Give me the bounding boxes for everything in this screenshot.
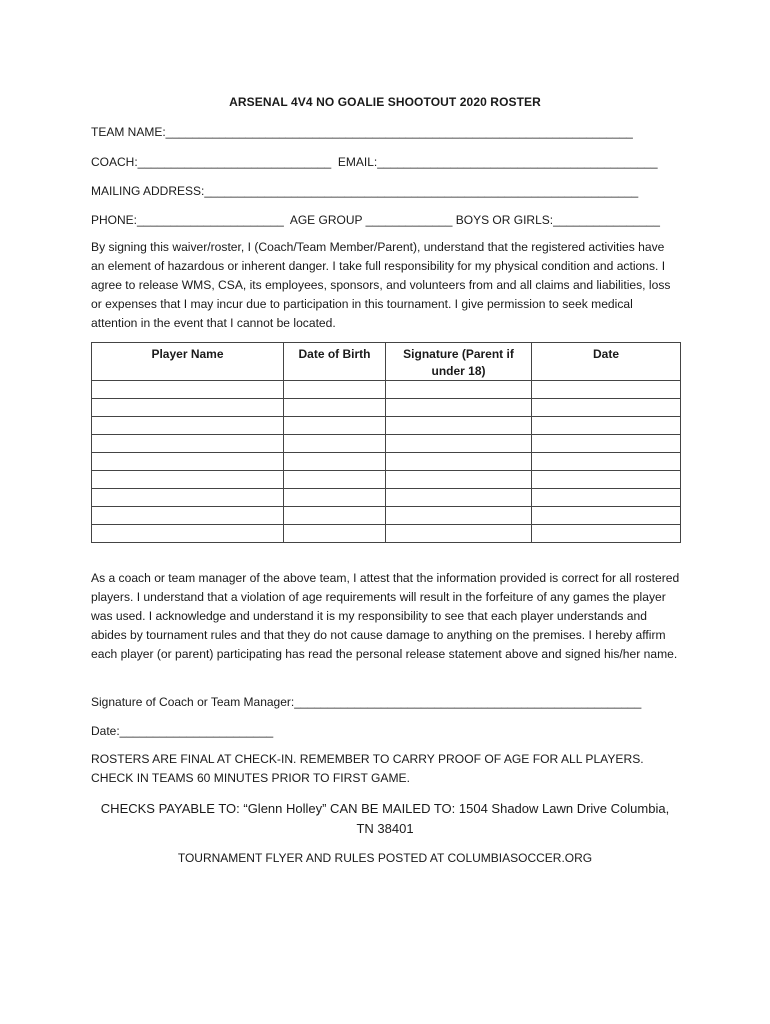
player-name-cell[interactable] [92,471,284,489]
signature-cell[interactable] [386,489,532,507]
date-cell[interactable] [532,525,681,543]
signature-cell[interactable] [386,507,532,525]
player-name-cell[interactable] [92,525,284,543]
phone-agegroup-gender-field[interactable]: PHONE:______________________ AGE GROUP _____________ BOYS OR GIRLS:________________ [91,213,660,227]
header-signature: Signature (Parent if under 18) [386,343,532,381]
header-date: Date [532,343,681,381]
player-name-cell[interactable] [92,489,284,507]
roster-table-header [92,343,681,381]
date-cell[interactable] [532,435,681,453]
checks-payable-line-1: CHECKS PAYABLE TO: “Glenn Holley” CAN BE MAILED TO: 1504 Shadow Lawn Drive Columbia, [100,801,670,816]
player-name-cell[interactable] [92,417,284,435]
date-of-birth-cell[interactable] [284,453,386,471]
date-of-birth-cell[interactable] [284,417,386,435]
signature-cell[interactable] [386,471,532,489]
team-name-field[interactable]: TEAM NAME:______________________________________________________________________ [91,125,633,139]
header-player-name: Player Name [92,343,284,381]
table-row [92,471,681,489]
table-row [92,525,681,543]
signature-cell[interactable] [386,381,532,399]
date-cell[interactable] [532,399,681,417]
signature-cell[interactable] [386,435,532,453]
coach-email-field[interactable]: COACH:_____________________________ EMAIL:__________________________________________ [91,155,658,169]
player-name-cell[interactable] [92,453,284,471]
signature-cell[interactable] [386,417,532,435]
date-cell[interactable] [532,381,681,399]
date-cell[interactable] [532,453,681,471]
player-name-cell[interactable] [92,381,284,399]
header-date-of-birth: Date of Birth [284,343,386,381]
player-name-cell[interactable] [92,435,284,453]
roster-table [91,342,681,543]
table-row [92,507,681,525]
player-name-cell[interactable] [92,399,284,417]
player-name-cell[interactable] [92,507,284,525]
date-of-birth-cell[interactable] [284,435,386,453]
date-of-birth-cell[interactable] [284,489,386,507]
table-row [92,489,681,507]
signature-cell[interactable] [386,453,532,471]
page-title: ARSENAL 4V4 NO GOALIE SHOOTOUT 2020 ROSTER [229,95,541,109]
date-of-birth-cell[interactable] [284,525,386,543]
table-row [92,399,681,417]
waiver-paragraph: By signing this waiver/roster, I (Coach/Team Member/Parent), understand that the registered activities have an element of hazardous or inherent danger. I take full responsibility for my physical condition and actions. I agree to release WMS, CSA, its employees, sponsors, and volunteers from and all claims and liabilities, loss or expenses that I may incur due to participation in this tournament. I give permission to seek medical attention in the event that I cannot be located. [91,240,671,330]
tournament-flyer-note: TOURNAMENT FLYER AND RULES POSTED AT COLUMBIASOCCER.ORG [177,851,593,865]
date-of-birth-cell[interactable] [284,399,386,417]
date-of-birth-cell[interactable] [284,471,386,489]
checks-payable-line-2: TN 38401 [356,821,414,836]
table-row [92,417,681,435]
date-cell[interactable] [532,417,681,435]
date-of-birth-cell[interactable] [284,381,386,399]
mailing-address-field[interactable]: MAILING ADDRESS:_________________________________________________________________ [91,184,639,198]
date-field[interactable]: Date:_______________________ [91,724,274,738]
date-cell[interactable] [532,471,681,489]
signature-cell[interactable] [386,525,532,543]
attestation-paragraph: As a coach or team manager of the above team, I attest that the information provided is correct for all rostered players. I understand that a violation of age requirements will result in the forfeiture of any games the player was used. I acknowledge and understand it is my responsibility to see that each player understands and abides by tournament rules and that they do not cause damage to anything on the premises. I hereby affirm each player (or parent) participating has read the personal release statement above and signed his/her name. [91,571,680,661]
signature-cell[interactable] [386,399,532,417]
date-of-birth-cell[interactable] [284,507,386,525]
date-cell[interactable] [532,489,681,507]
table-row [92,435,681,453]
coach-signature-field[interactable]: Signature of Coach or Team Manager:____________________________________________________ [91,695,642,709]
rosters-note: ROSTERS ARE FINAL AT CHECK-IN. REMEMBER TO CARRY PROOF OF AGE FOR ALL PLAYERS. CHECK IN TEAMS 60 MINUTES PRIOR TO FIRST GAME. [91,752,644,785]
table-row [92,453,681,471]
date-cell[interactable] [532,507,681,525]
table-row [92,381,681,399]
